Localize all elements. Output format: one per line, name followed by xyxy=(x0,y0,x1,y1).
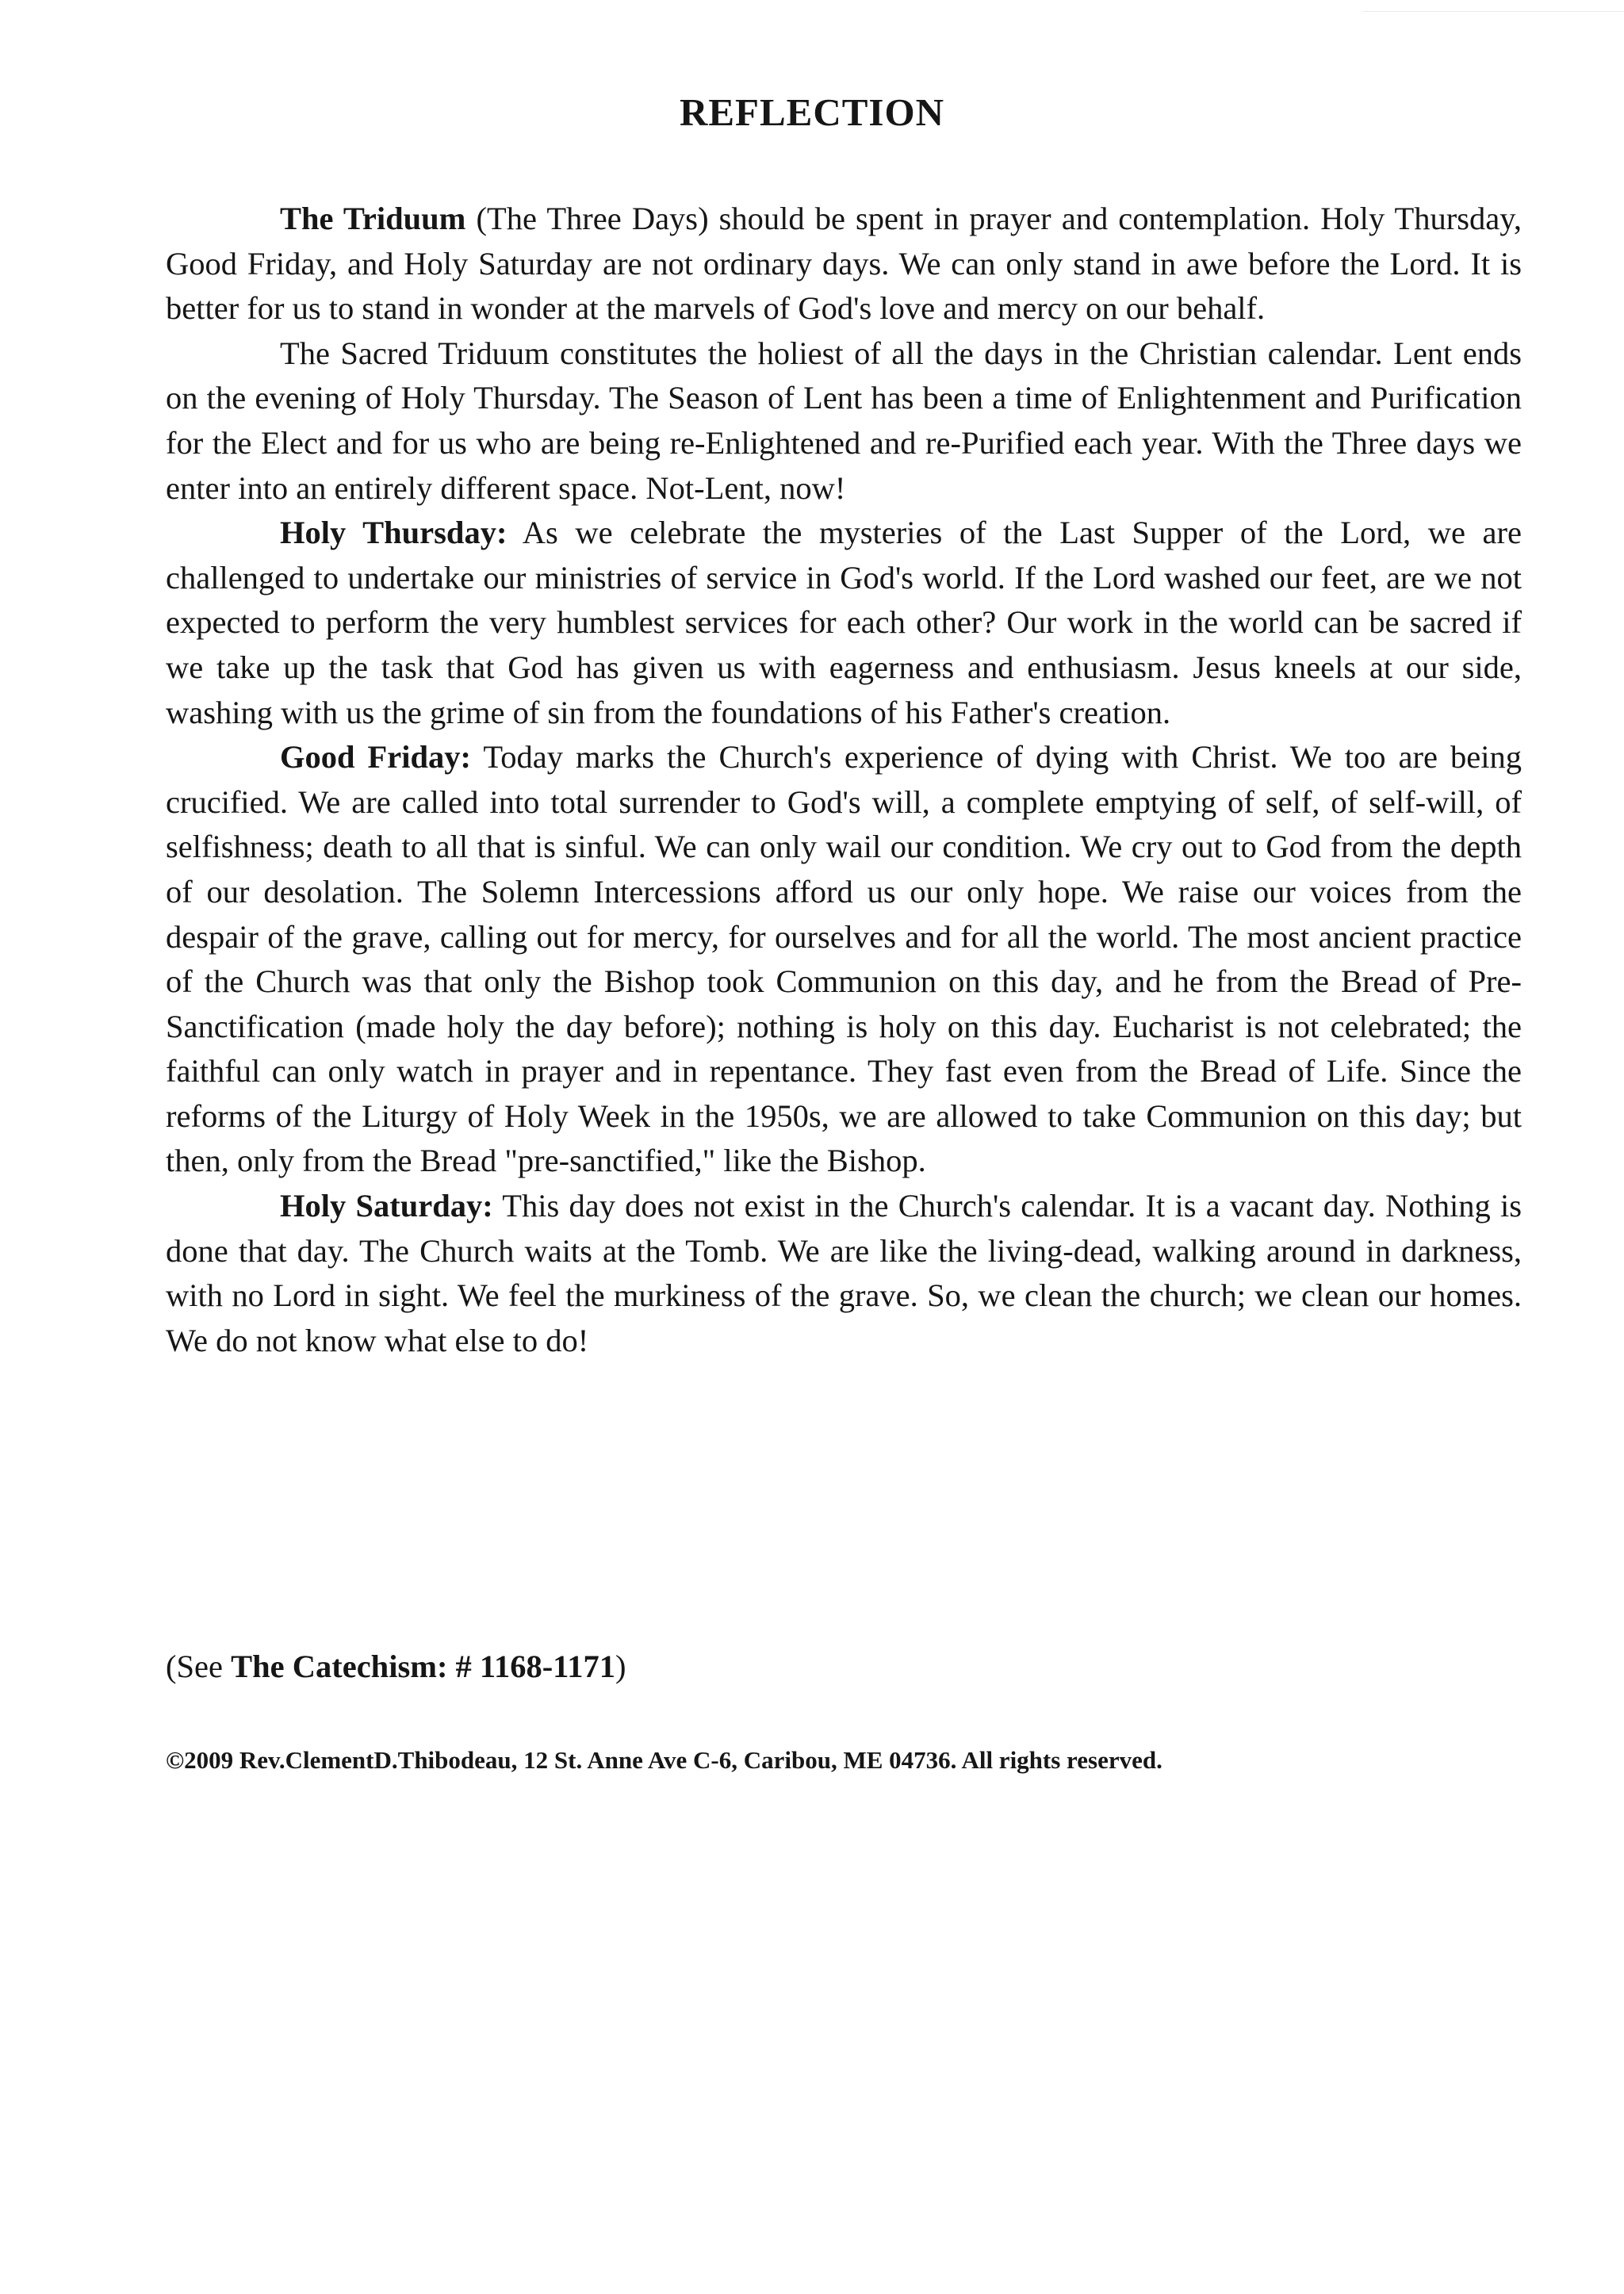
paragraph-text: (The Three Days) should be spent in prayer and contemplation. Holy Thursday, Good Friday, and Holy Saturday are not ordinary days. We can only stand in awe before the Lord. It is better for us to stand in wonder at the marvels of God's love and mercy on our behalf. xyxy=(166,201,1522,327)
body-text xyxy=(166,197,1522,1363)
paragraph-holy-thursday xyxy=(166,511,1522,735)
paragraph-lead: Holy Thursday: xyxy=(280,515,508,551)
scan-edge-line xyxy=(1362,0,1624,12)
catechism-reference xyxy=(166,1645,626,1689)
paragraph-triduum xyxy=(166,197,1522,331)
copyright-notice: ©2009 Rev.ClementD.Thibodeau, 12 St. Anne Ave C-6, Caribou, ME 04736. All rights reserved. xyxy=(166,1746,1162,1774)
paragraph-lead: Holy Saturday: xyxy=(280,1188,493,1224)
paragraph-sacred-triduum xyxy=(166,331,1522,511)
paragraph-holy-saturday xyxy=(166,1184,1522,1363)
catechism-citation: The Catechism: # 1168-1171 xyxy=(231,1649,615,1684)
paragraph-text: This day does not exist in the Church's calendar. It is a vacant day. Nothing is done that day. The Church waits at the Tomb. We are like the living-dead, walking around in darkness, with no Lord in sight. We feel the murkiness of the grave. So, we clean the church; we clean our homes. We do not know what else to do! xyxy=(166,1188,1522,1358)
paragraph-good-friday xyxy=(166,735,1522,1184)
see-prefix: (See xyxy=(166,1649,232,1684)
paragraph-lead: Good Friday: xyxy=(280,739,472,776)
paragraph-text: The Sacred Triduum constitutes the holiest of all the days in the Christian calendar. Lent ends on the evening of Holy Thursday. The Season of Lent has been a time of Enlightenment and Purification for the Elect and for us who are being re-Enlightened and re-Purified each year. With the Three days we enter into an entirely different space. Not-Lent, now! xyxy=(166,335,1522,506)
paragraph-text: As we celebrate the mysteries of the Last Supper of the Lord, we are challenged to undertake our ministries of service in God's world. If the Lord washed our feet, are we not expected to perform the very humblest services for each other? Our work in the world can be sacred if we take up the task that God has given us with eagerness and enthusiasm. Jesus kneels at our side, washing with us the grime of sin from the foundations of his Father's creation. xyxy=(166,515,1522,730)
page-title: REFLECTION xyxy=(679,90,944,134)
paragraph-lead: The Triduum xyxy=(280,201,466,236)
paragraph-text: Today marks the Church's experience of dying with Christ. We too are being crucified. We are called into total surrender to God's will, a complete emptying of self, of self-will, of selfishness; death to all that is sinful. We can only wail our condition. We cry out to God from the depth of our desolation. The Solemn Intercessions afford us our only hope. We raise our voices from the despair of the grave, calling out for mercy, for ourselves and for all the world. The most ancient practice of the Church was that only the Bishop took Communion on this day, and he from the Bread of Pre-Sanctification (made holy the day before); nothing is holy on this day. Eucharist is not celebrated; the faithful can only watch in prayer and in repentance. They fast even from the Bread of Life. Since the reforms of the Liturgy of Holy Week in the 1950s, we are allowed to take Communion on this day; but then, only from the Bread "pre-sanctified," like the Bishop. xyxy=(166,739,1522,1179)
see-suffix: ) xyxy=(615,1649,626,1684)
